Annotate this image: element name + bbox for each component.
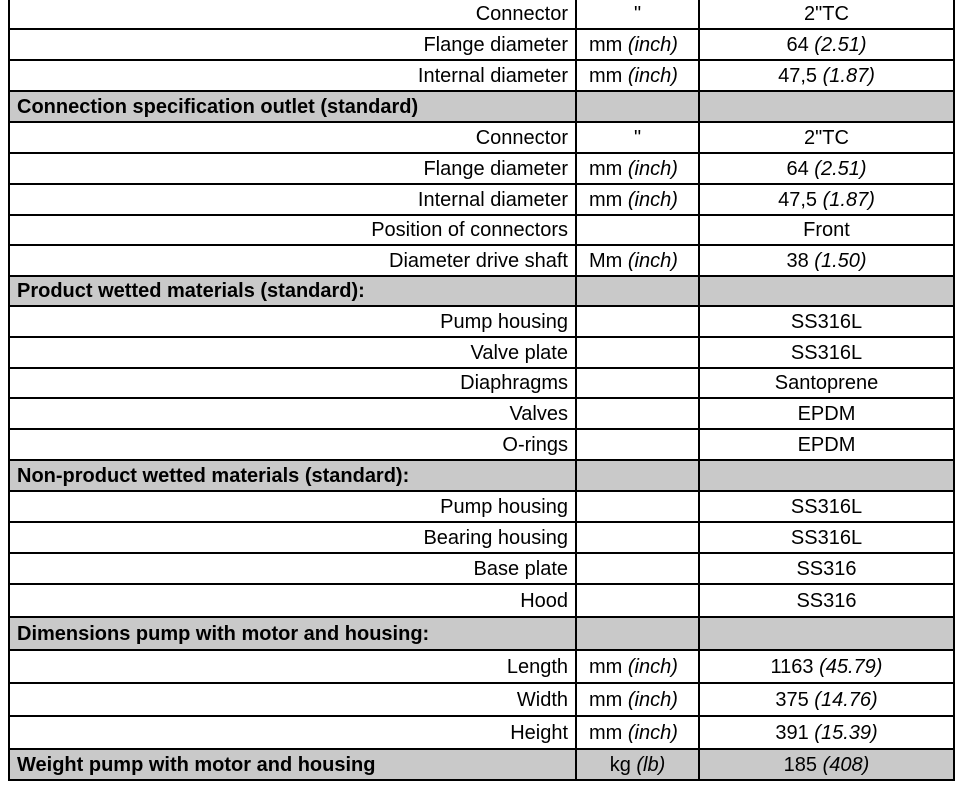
unit-imperial-text: (inch) [627,64,678,87]
unit-cell [576,716,699,749]
value-imperial-text: (2.51) [814,157,867,180]
unit-imperial-text: (inch) [627,33,678,56]
section-header-row [9,91,954,122]
unit-cell [576,153,699,184]
unit-cell [576,306,699,337]
unit-cell [576,522,699,553]
table-row [9,122,954,153]
unit-text: mm [589,188,628,211]
spec-table [8,0,955,781]
table-row [9,337,954,368]
value-text: 2"TC [804,2,849,25]
unit-imperial-text: (inch) [627,249,678,272]
value-cell [699,122,954,153]
value-cell [699,184,954,215]
unit-cell [576,553,699,584]
value-text: Front [803,219,850,241]
unit-cell [576,683,699,716]
value-cell [699,276,954,306]
value-cell [699,0,954,29]
value-cell [699,460,954,491]
value-imperial-text: (15.39) [814,721,878,744]
unit-cell [576,276,699,306]
value-text: 1163 [770,655,820,678]
value-cell [699,215,954,245]
unit-text: mm [589,157,628,180]
section-header-row [9,276,954,306]
unit-text: mm [589,721,628,744]
section-title: Dimensions pump with motor and housing: [9,617,576,650]
row-label: O-rings [9,429,576,460]
table-row [9,491,954,522]
value-cell [699,337,954,368]
table-row [9,215,954,245]
unit-cell [576,122,699,153]
unit-cell [576,429,699,460]
value-cell [699,553,954,584]
value-imperial-text: (2.51) [814,33,867,56]
table-row [9,368,954,398]
unit-text: mm [589,33,628,56]
row-label: Hood [9,584,576,617]
value-text: SS316L [790,526,863,549]
value-cell [699,716,954,749]
row-label: Flange diameter [9,29,576,60]
unit-cell [576,337,699,368]
unit-cell [576,215,699,245]
value-cell [699,429,954,460]
unit-cell [576,749,699,780]
value-text: SS316L [790,310,863,333]
section-title: Non-product wetted materials (standard): [9,460,576,491]
value-text: 47,5 [778,64,823,87]
value-text: 38 [786,249,815,272]
row-label: Weight pump with motor and housing [9,749,576,780]
value-text: 64 [786,33,815,56]
table-row [9,245,954,276]
table-row [9,584,954,617]
unit-text: mm [589,655,628,678]
value-cell [699,650,954,683]
section-header-row [9,617,954,650]
table-row [9,306,954,337]
value-text: 47,5 [778,188,823,211]
value-cell [699,584,954,617]
row-label: Position of connectors [9,215,576,245]
unit-cell [576,91,699,122]
table-row [9,29,954,60]
section-title: Connection specification outlet (standard) [9,91,576,122]
value-text: EPDM [797,402,856,425]
row-label: Pump housing [9,306,576,337]
row-label: Bearing housing [9,522,576,553]
value-text: 2"TC [804,126,849,149]
value-imperial-text: (408) [822,753,870,776]
unit-cell [576,29,699,60]
table-row [9,683,954,716]
unit-cell [576,460,699,491]
value-cell [699,153,954,184]
unit-cell [576,650,699,683]
unit-imperial-text: (inch) [627,188,678,211]
value-cell [699,29,954,60]
table-row [9,0,954,29]
row-label: Diaphragms [9,368,576,398]
unit-imperial-text: (inch) [627,688,678,711]
value-cell [699,368,954,398]
value-cell [699,60,954,91]
row-label: Length [9,650,576,683]
table-row [9,60,954,91]
unit-imperial-text: (inch) [627,157,678,180]
unit-imperial-text: (lb) [636,753,666,776]
value-text: 391 [775,721,815,744]
section-title: Product wetted materials (standard): [9,276,576,306]
table-row [9,184,954,215]
value-text: SS316L [790,495,863,518]
value-imperial-text: (1.87) [822,188,875,211]
row-label: Valves [9,398,576,429]
value-cell [699,749,954,780]
unit-text: " [633,126,642,149]
value-text: Santoprene [774,372,879,394]
row-label: Diameter drive shaft [9,245,576,276]
table-row [9,716,954,749]
unit-imperial-text: (inch) [627,655,678,678]
table-row [9,553,954,584]
unit-cell [576,245,699,276]
value-cell [699,245,954,276]
table-row [9,522,954,553]
unit-text: Mm [589,249,628,272]
unit-cell [576,184,699,215]
row-label: Pump housing [9,491,576,522]
value-cell [699,683,954,716]
row-label: Internal diameter [9,60,576,91]
value-imperial-text: (1.50) [814,249,867,272]
section-header-row [9,460,954,491]
table-row [9,429,954,460]
row-label: Connector [9,0,576,29]
value-imperial-text: (14.76) [814,688,878,711]
row-label: Flange diameter [9,153,576,184]
unit-cell [576,398,699,429]
value-cell [699,306,954,337]
unit-text: kg [609,753,637,776]
row-label: Height [9,716,576,749]
value-cell [699,491,954,522]
row-label: Valve plate [9,337,576,368]
unit-cell [576,368,699,398]
unit-cell [576,491,699,522]
value-text: 185 [783,753,823,776]
row-label: Base plate [9,553,576,584]
value-text: SS316 [796,557,857,580]
unit-text: " [633,2,642,25]
value-imperial-text: (45.79) [819,655,883,678]
value-text: 375 [775,688,815,711]
unit-text: mm [589,688,628,711]
table-row [9,398,954,429]
unit-cell [576,617,699,650]
value-text: SS316L [790,341,863,364]
unit-imperial-text: (inch) [627,721,678,744]
value-cell [699,91,954,122]
weight-row [9,749,954,780]
value-text: SS316 [796,589,857,612]
unit-cell [576,584,699,617]
row-label: Internal diameter [9,184,576,215]
table-row [9,650,954,683]
value-cell [699,617,954,650]
unit-text: mm [589,64,628,87]
value-cell [699,398,954,429]
value-text: 64 [786,157,815,180]
value-text: EPDM [797,433,856,456]
row-label: Width [9,683,576,716]
unit-cell [576,0,699,29]
spec-table-body [9,0,954,780]
table-row [9,153,954,184]
value-imperial-text: (1.87) [822,64,875,87]
row-label: Connector [9,122,576,153]
unit-cell [576,60,699,91]
value-cell [699,522,954,553]
